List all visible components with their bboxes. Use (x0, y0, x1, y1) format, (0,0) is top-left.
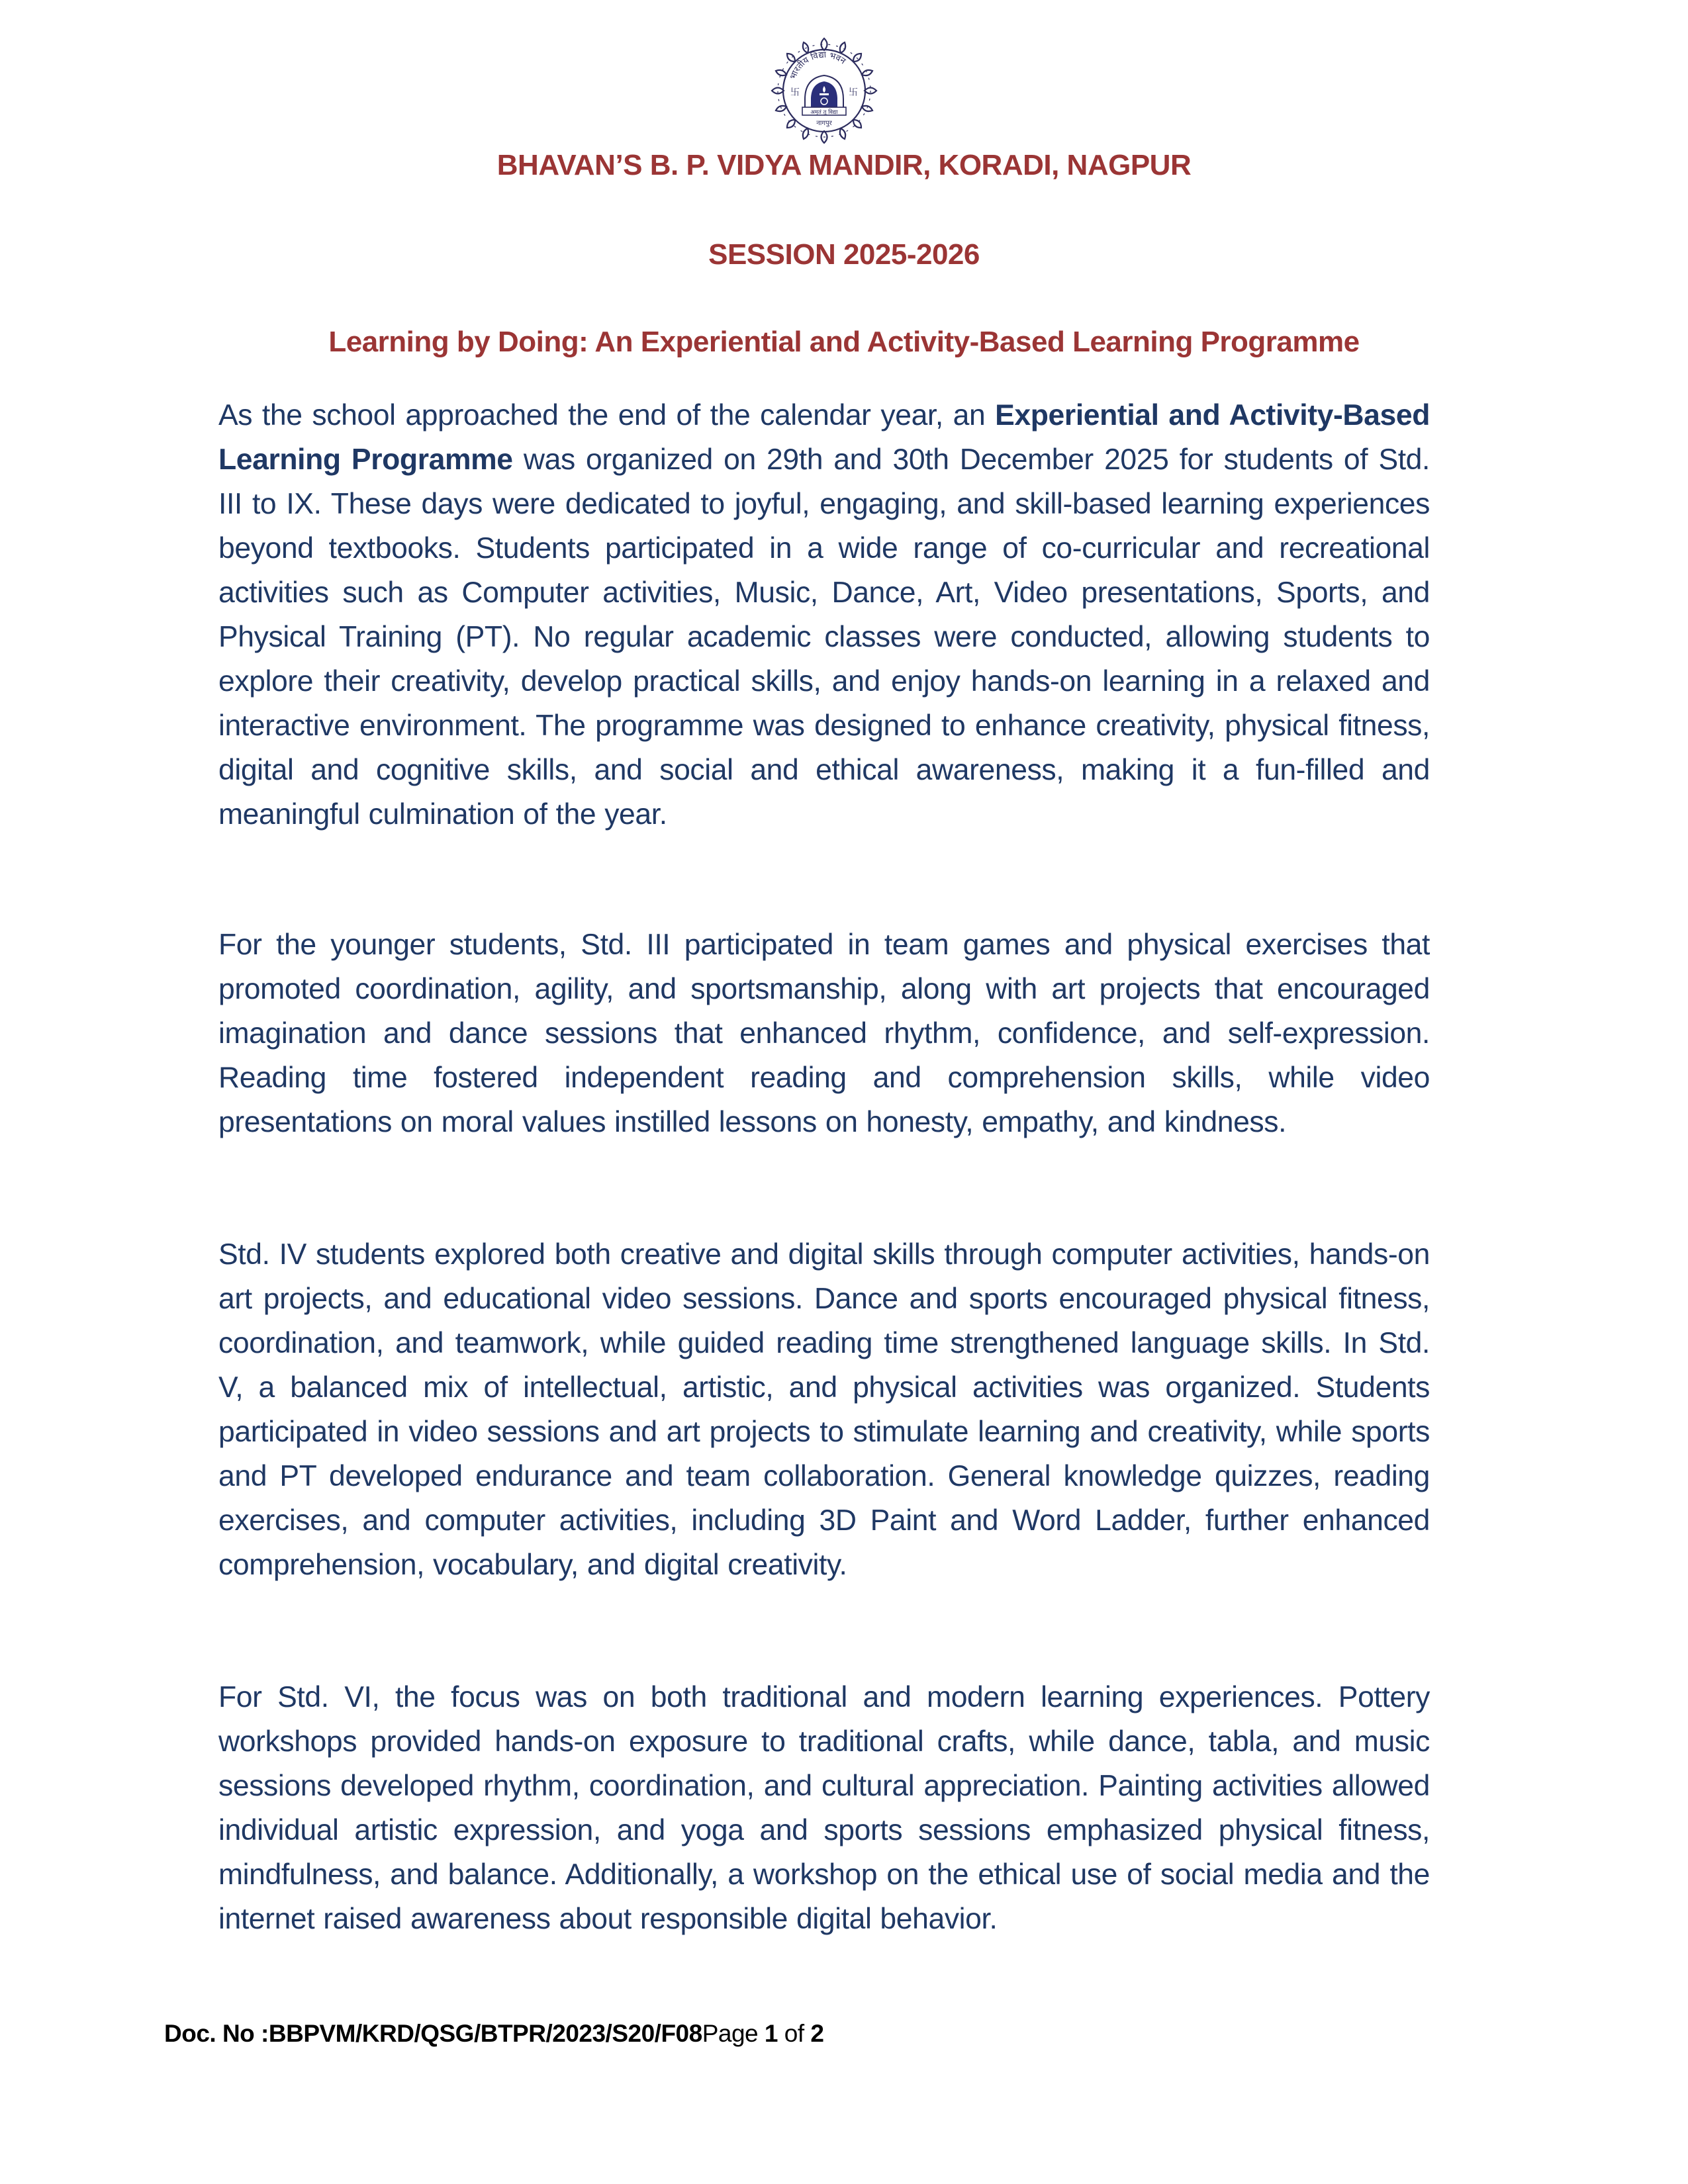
programme-title: Learning by Doing: An Experiential and Activity-Based Learning Programme (328, 326, 1360, 358)
page-current: 1 (764, 2020, 778, 2047)
paragraph-std-vi-text: For Std. VI, the focus was on both traditional and modern learning experiences. Pottery workshops provided hands-on exposure to traditional crafts, while dance, tabla, and music sessions developed rhythm, coordination, and cultural appreciation. Painting activities allowed individual artistic expression, and yoga and sports sessions emphasized physical fitness, mindfulness, and balance. Additionally, a workshop on the ethical use of social media and the internet raised awareness about responsible digital behavior. (218, 1681, 1430, 1935)
paragraph-intro-lead: As the school approached the end of the calendar year, an (218, 399, 996, 432)
session-heading: SESSION 2025-2026 (708, 238, 980, 271)
document-number: Doc. No :BBPVM/KRD/QSG/BTPR/2023/S20/F08 (164, 2020, 702, 2047)
school-emblem-icon (761, 34, 887, 147)
emblem-city: नागपुर (816, 120, 832, 127)
emblem-top-text: भारतीय विद्या भवन (788, 50, 847, 81)
paragraph-std-vi (218, 1675, 1430, 1941)
paragraph-std-iii (218, 923, 1430, 1144)
programme-name-bold: Experiential and Activity-Based Learning Programme (218, 399, 1430, 476)
page-total: 2 (810, 2020, 824, 2047)
paragraph-std-iii-text: For the younger students, Std. III participated in team games and physical exercises that promoted coordination, agility, and sportsmanship, along with art projects that encouraged imagination and dance sessions that enhanced rhythm, confidence, and self-expression. Reading time fostered independent reading and comprehension skills, while video presentations on moral values instilled lessons on honesty, empathy, and kindness. (218, 929, 1430, 1138)
emblem-graphic (761, 34, 887, 147)
svg-text:卐: 卐 (849, 87, 858, 98)
paragraph-intro-text: was organized on 29th and 30th December 2025 for students of Std. III to IX. These days were dedicated to joyful, engaging, and skill-based learning experiences beyond textbooks. Students participated in a wide range of co-curricular and recreational activities such as Computer activities, Music, Dance, Art, Video presentations, Sports, and Physical Training (PT). No regular academic classes were conducted, allowing students to explore their creativity, develop practical skills, and enjoy hands-on learning in a relaxed and interactive environment. The programme was designed to enhance creativity, physical fitness, digital and cognitive skills, and social and ethical awareness, making it a fun-filled and meaningful culmination of the year. (218, 443, 1430, 831)
paragraph-std-iv-v-text: Std. IV students explored both creative and digital skills through computer activities, hands-on art projects, and educational video sessions. Dance and sports encouraged physical fitness, coordination, and teamwork, while guided reading time strengthened language skills. In Std. V, a balanced mix of intellectual, artistic, and physical activities was organized. Students participated in video sessions and art projects to stimulate learning and creativity, while sports and PT developed endurance and team collaboration. General knowledge quizzes, reading exercises, and computer activities, including 3D Paint and Word Ladder, further enhanced comprehension, vocabulary, and digital creativity. (218, 1238, 1430, 1581)
emblem-motto: अमृतं तु विद्या (810, 109, 838, 116)
paragraph-intro (218, 393, 1430, 837)
page-of-label: of (777, 2020, 811, 2047)
paragraph-std-iv-v (218, 1232, 1430, 1587)
school-name-heading: BHAVAN’S B. P. VIDYA MANDIR, KORADI, NAGPUR (496, 149, 1192, 181)
page-label: Page (702, 2020, 765, 2047)
page-footer (164, 2020, 823, 2048)
svg-text:卐: 卐 (790, 87, 800, 98)
